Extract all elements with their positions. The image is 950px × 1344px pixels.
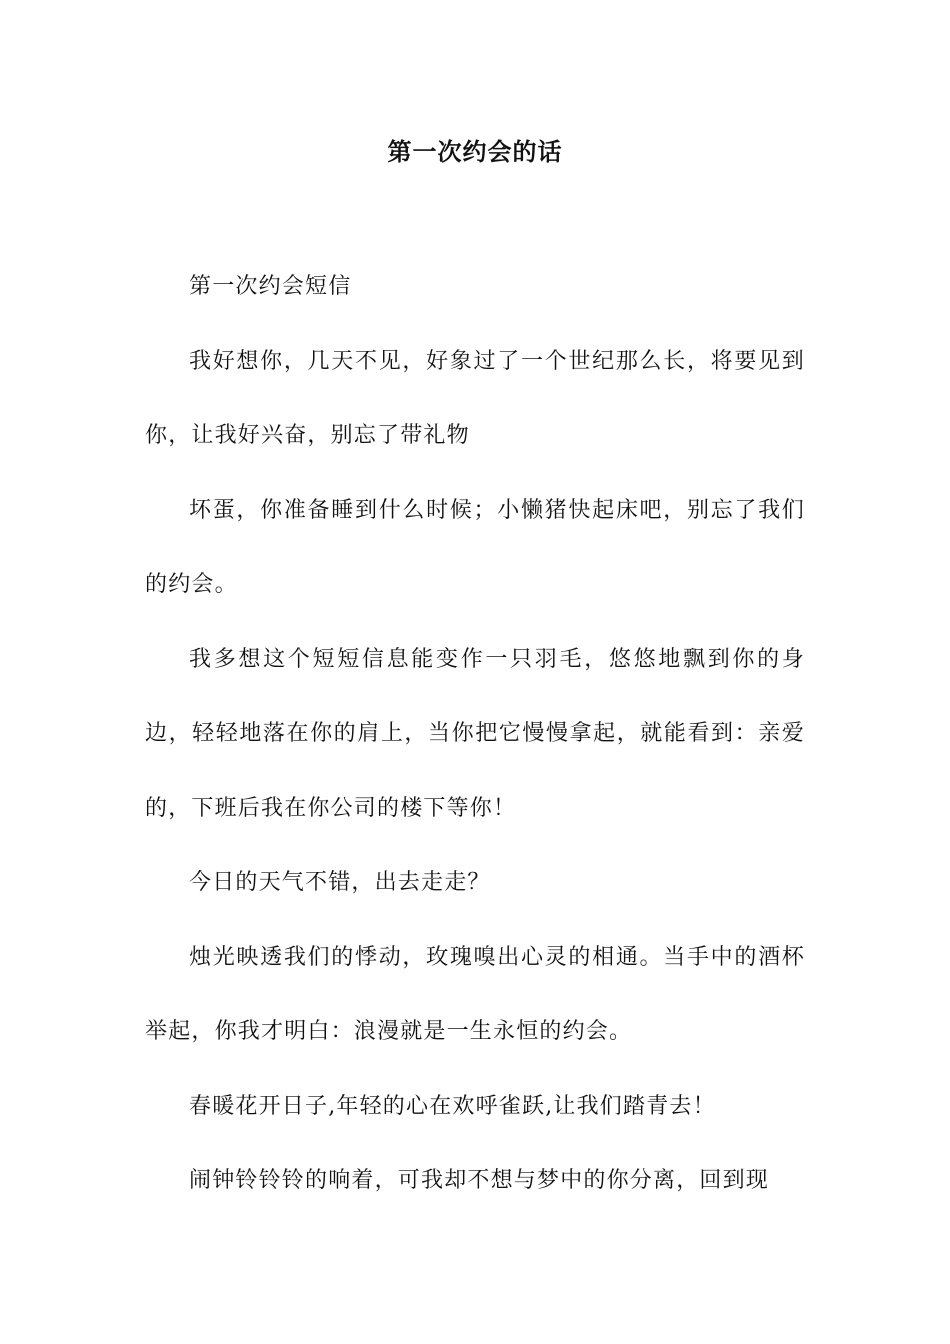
paragraph: 今日的天气不错，出去走走？ (189, 870, 491, 895)
paragraph: 我好想你，几天不见，好象过了一个世纪那么长，将要见到你，让我好兴奋，别忘了带礼物 (145, 348, 805, 448)
document-title: 第一次约会的话 (387, 137, 563, 166)
paragraph: 春暖花开日子,年轻的心在欢呼雀跃,让我们踏青去！ (189, 1093, 716, 1119)
paragraph: 我多想这个短短信息能变作一只羽毛，悠悠地飘到你的身边，轻轻地落在你的肩上，当你把它慢慢拿起，就能看到：亲爱的，下班后我在你公司的楼下等你！ (145, 646, 805, 821)
paragraph-subtitle: 第一次约会短信 (189, 274, 352, 299)
paragraph: 烛光映透我们的悸动，玫瑰嗅出心灵的相通。当手中的酒杯举起，你我才明白：浪漫就是一生永恒的约会。 (145, 944, 805, 1044)
paragraph: 坏蛋，你准备睡到什么时候；小懒猪快起床吧，别忘了我们的约会。 (145, 497, 805, 597)
document-body (145, 250, 805, 1219)
paragraph: 闹钟铃铃铃的响着，可我却不想与梦中的你分离，回到现 (189, 1168, 770, 1193)
